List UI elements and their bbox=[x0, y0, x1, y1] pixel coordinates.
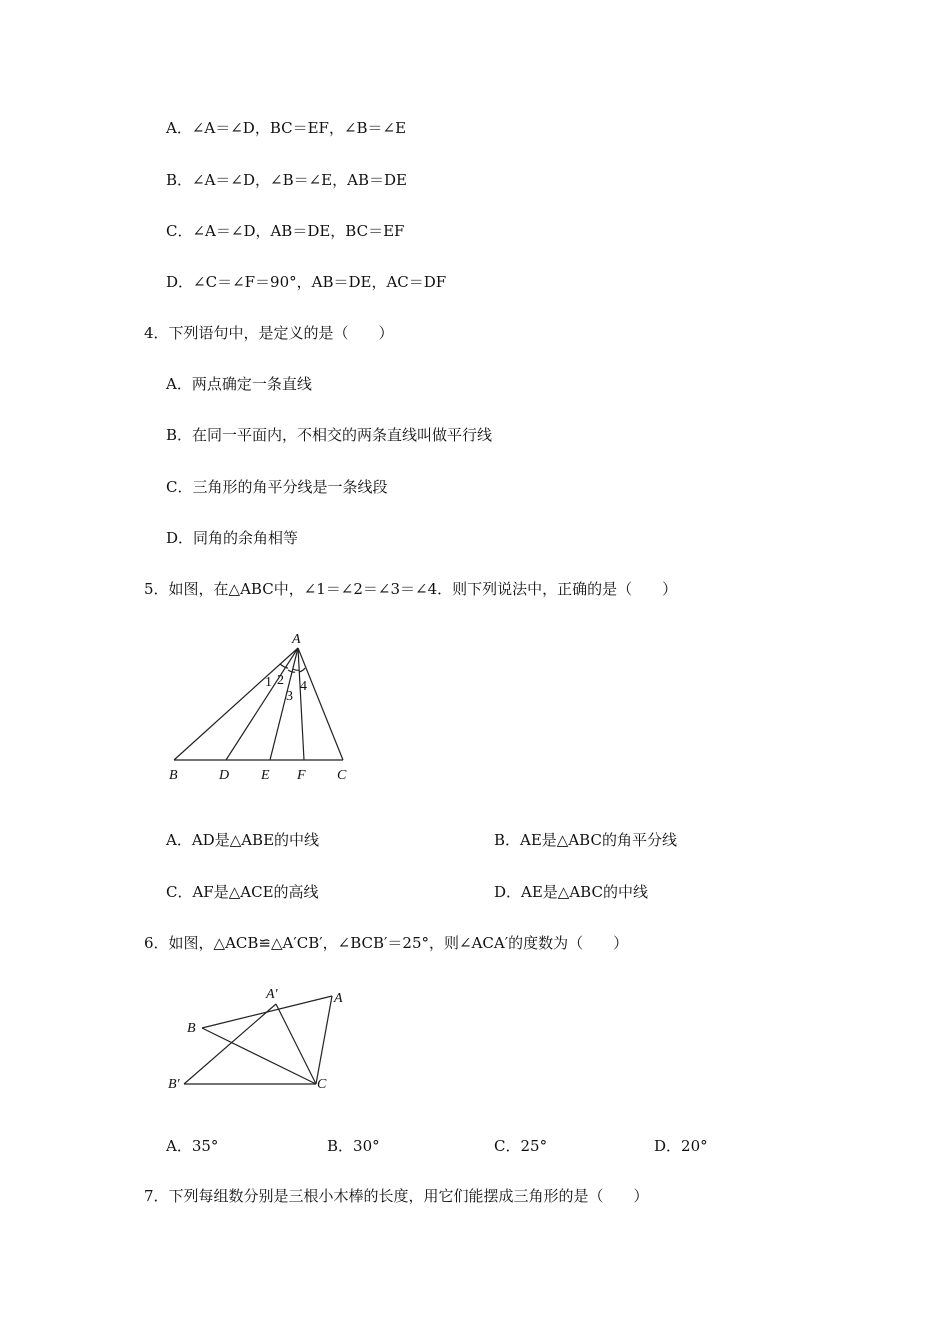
q3-option-a: A．∠A＝∠D，BC＝EF，∠B＝∠E bbox=[166, 119, 407, 137]
q6-option-b: B．30° bbox=[327, 1137, 380, 1155]
q4-option-c: C．三角形的角平分线是一条线段 bbox=[166, 478, 388, 496]
q5-angle-arc-4 bbox=[299, 668, 305, 672]
q4-option-a: A．两点确定一条直线 bbox=[166, 375, 312, 393]
q5-angle-label-1: 1 bbox=[265, 675, 272, 690]
q5-triangle-figure bbox=[160, 622, 370, 792]
q6-segment-apc bbox=[276, 1004, 316, 1084]
q5-label-d: D bbox=[219, 768, 230, 783]
q6-option-a: A．35° bbox=[166, 1137, 219, 1155]
q5-angle-arc-2 bbox=[288, 670, 295, 672]
q5-segment-ac bbox=[298, 648, 343, 760]
q5-angle-arc-3 bbox=[293, 669, 299, 670]
q5-label-b: B bbox=[169, 768, 178, 783]
q4-option-b: B．在同一平面内，不相交的两条直线叫做平行线 bbox=[166, 426, 493, 444]
q4-stem: 4．下列语句中，是定义的是（ ） bbox=[144, 324, 394, 342]
q5-option-c: C．AF是△ACE的高线 bbox=[166, 883, 319, 901]
q3-option-b: B．∠A＝∠D，∠B＝∠E，AB＝DE bbox=[166, 171, 407, 189]
q5-option-d: D．AE是△ABC的中线 bbox=[494, 883, 648, 901]
q6-label-b: B bbox=[187, 1021, 196, 1036]
q5-label-a: A bbox=[292, 632, 301, 647]
q5-segment-ae bbox=[270, 648, 298, 760]
q3-option-c: C．∠A＝∠D，AB＝DE，BC＝EF bbox=[166, 222, 405, 240]
q5-label-e: E bbox=[261, 768, 270, 783]
q6-label-a-prime: A′ bbox=[266, 987, 278, 1002]
q5-angle-label-3: 3 bbox=[286, 689, 293, 704]
q5-angle-label-4: 4 bbox=[300, 679, 307, 694]
q5-label-f: F bbox=[297, 768, 306, 783]
q6-segment-bpap bbox=[184, 1004, 276, 1084]
q6-label-c: C bbox=[317, 1077, 327, 1092]
q5-option-b: B．AE是△ABC的角平分线 bbox=[494, 831, 677, 849]
q5-segment-ab bbox=[174, 648, 298, 760]
q3-option-d: D．∠C＝∠F＝90°，AB＝DE，AC＝DF bbox=[166, 273, 447, 291]
q6-option-c: C．25° bbox=[494, 1137, 548, 1155]
q4-option-d: D．同角的余角相等 bbox=[166, 529, 299, 547]
q5-angle-label-2: 2 bbox=[277, 673, 284, 688]
q5-stem: 5．如图，在△ABC中，∠1＝∠2＝∠3＝∠4．则下列说法中，正确的是（ ） bbox=[144, 580, 678, 598]
q6-option-d: D．20° bbox=[654, 1137, 708, 1155]
q5-segment-af bbox=[298, 648, 304, 760]
q6-triangle-figure bbox=[160, 978, 360, 1098]
q6-label-b-prime: B′ bbox=[168, 1077, 180, 1092]
q6-segment-ac bbox=[316, 996, 332, 1084]
q7-stem: 7．下列每组数分别是三根小木棒的长度，用它们能摆成三角形的是（ ） bbox=[144, 1187, 649, 1205]
q5-option-a: A．AD是△ABE的中线 bbox=[166, 831, 320, 849]
q5-label-c: C bbox=[337, 768, 347, 783]
q6-stem: 6．如图，△ACB≌△A′CB′，∠BCB′＝25°，则∠ACA′的度数为（ ） bbox=[144, 934, 629, 952]
q6-label-a: A bbox=[334, 991, 343, 1006]
q6-segment-bc bbox=[202, 1028, 316, 1084]
